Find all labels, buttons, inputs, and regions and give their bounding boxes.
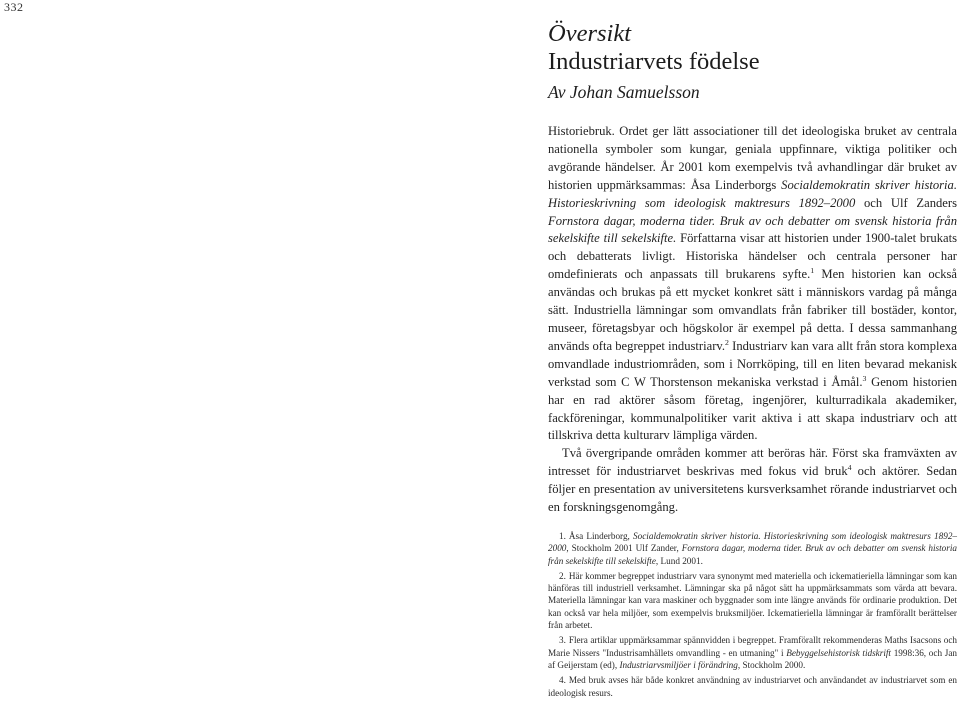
article-body [548,123,957,517]
body-paragraph: Historiebruk. Ordet ger lätt associationer till det ideologiska bruket av centrala nationella symboler som kungar, geniala uppfinnare, viktiga politiker och avgörande händelser. År 2001 kom exempelvis två avhandlingar där bruket av historien uppmärksammas: Åsa Linderborgs Socialdemokratin skriver historia. Historieskrivning som ideologisk maktresurs 1892–2000 och Ulf Zanders Fornstora dagar, moderna tider. Bruk av och debatter om svensk historia från sekelskifte till sekelskifte. Författarna visar att historien under 1900-talet brukats och debatterats livligt. Historiska händelser och centrala personer har omdefinierats och anpassats till brukarens syfte.$^1$ Men historien kan också användas och brukas på ett mycket konkret sätt i människors vardag på många sätt. Industriella lämningar som omvandlats från fabriker till bostäder, kontor, museer, företagsbyar och högskolor är exempel på detta. I dessa sammanhang används ofta begreppet industriarv.$^2$ Industriarv kan vara allt från stora komplexa omvandlade industriområden, som i Norrköping, till en liten bevarad mekanisk verkstad som C W Thorstenson mekaniska verkstad i Åmål.$^3$ Genom historien har en rad aktörer såsom företag, ingenjörer, kulturradikala akademiker, fackföreningar, kommunalpolitiker varit aktiva i att skapa industriarv och att tillskriva detta kulturarv lämpliga värden. [548,124,958,443]
body-paragraph: Två övergripande områden kommer att beröras här. Först ska framväxten av intresset för industriarvet beskrivas med fokus vid bruk$^4$ och aktörer. Sedan följer en presentation av universitetens kursverksamhet rörande industriarvet och en forskningsgenomgång. [548,446,957,515]
article-byline: Av Johan Samuelsson [548,82,700,102]
footnote-number: 2. [559,570,566,581]
article-title: Industriarvets födelse [548,48,760,75]
footnote-number: 1. [559,530,566,541]
footnote: 2. Här kommer begreppet industriarv vara synonymt med materiella och ickematieriella lämningar som kan hänföras till industriell verksamhet. Lämningar ska på något sätt ha uppmärksammats som värda att bevara. Materiella lämningar kan vara maskiner och byggnader som inte längre används för ordinarie produktion. Det kan också var hela miljöer, som exempelvis bruksmiljöer. Ickematieriella lämningar är framförallt berättelser från arbetet. [548,570,957,631]
footnote: 4. Med bruk avses här både konkret användning av industriarvet och användandet av industriarvet som en ideologisk resurs. [548,675,957,698]
footnote-number: 3. [559,635,566,646]
footnote-ref[interactable]: 3 [862,373,867,383]
footnote-ref[interactable]: 1 [810,266,815,276]
book-title: Socialdemokratin skriver historia. [781,177,957,192]
footnote-ref[interactable]: 2 [725,337,729,347]
footnote-number: 4. [559,675,566,686]
section-kicker: Översikt [548,20,631,47]
book-subtitle: Historieskrivning som ideologisk maktresurs 1892–2000 [548,195,856,210]
footnote: 3. Flera artiklar uppmärksammar spännvidden i begreppet. Framförallt rekommenderas Maths Isacsons och Marie Nissers "Industrisamhällets omvandling - en utmaning" i Bebyggelsehistorisk tidskrift 1998:36, och Jan af Geijerstam (ed), Industriarvsmiljöer i förändring, Stockholm 2000. [548,635,957,670]
page-number: 332 [4,0,24,14]
footnote: 1. Åsa Linderborg, Socialdemokratin skriver historia. Historieskrivning som ideologisk maktresurs 1892–2000, Stockholm 2001 Ulf Zander, Fornstora dagar, moderna tider. Bruk av och debatter om svensk historia från sekelskifte till sekelskifte, Lund 2001. [548,530,958,566]
footnotes [548,530,957,699]
footnote-ref[interactable]: 4 [847,463,852,473]
book-title: Fornstora dagar, moderna tider. Bruk av och debatter om svensk historia från sekelskifte till sekelskifte. [548,213,957,246]
article [548,20,957,702]
